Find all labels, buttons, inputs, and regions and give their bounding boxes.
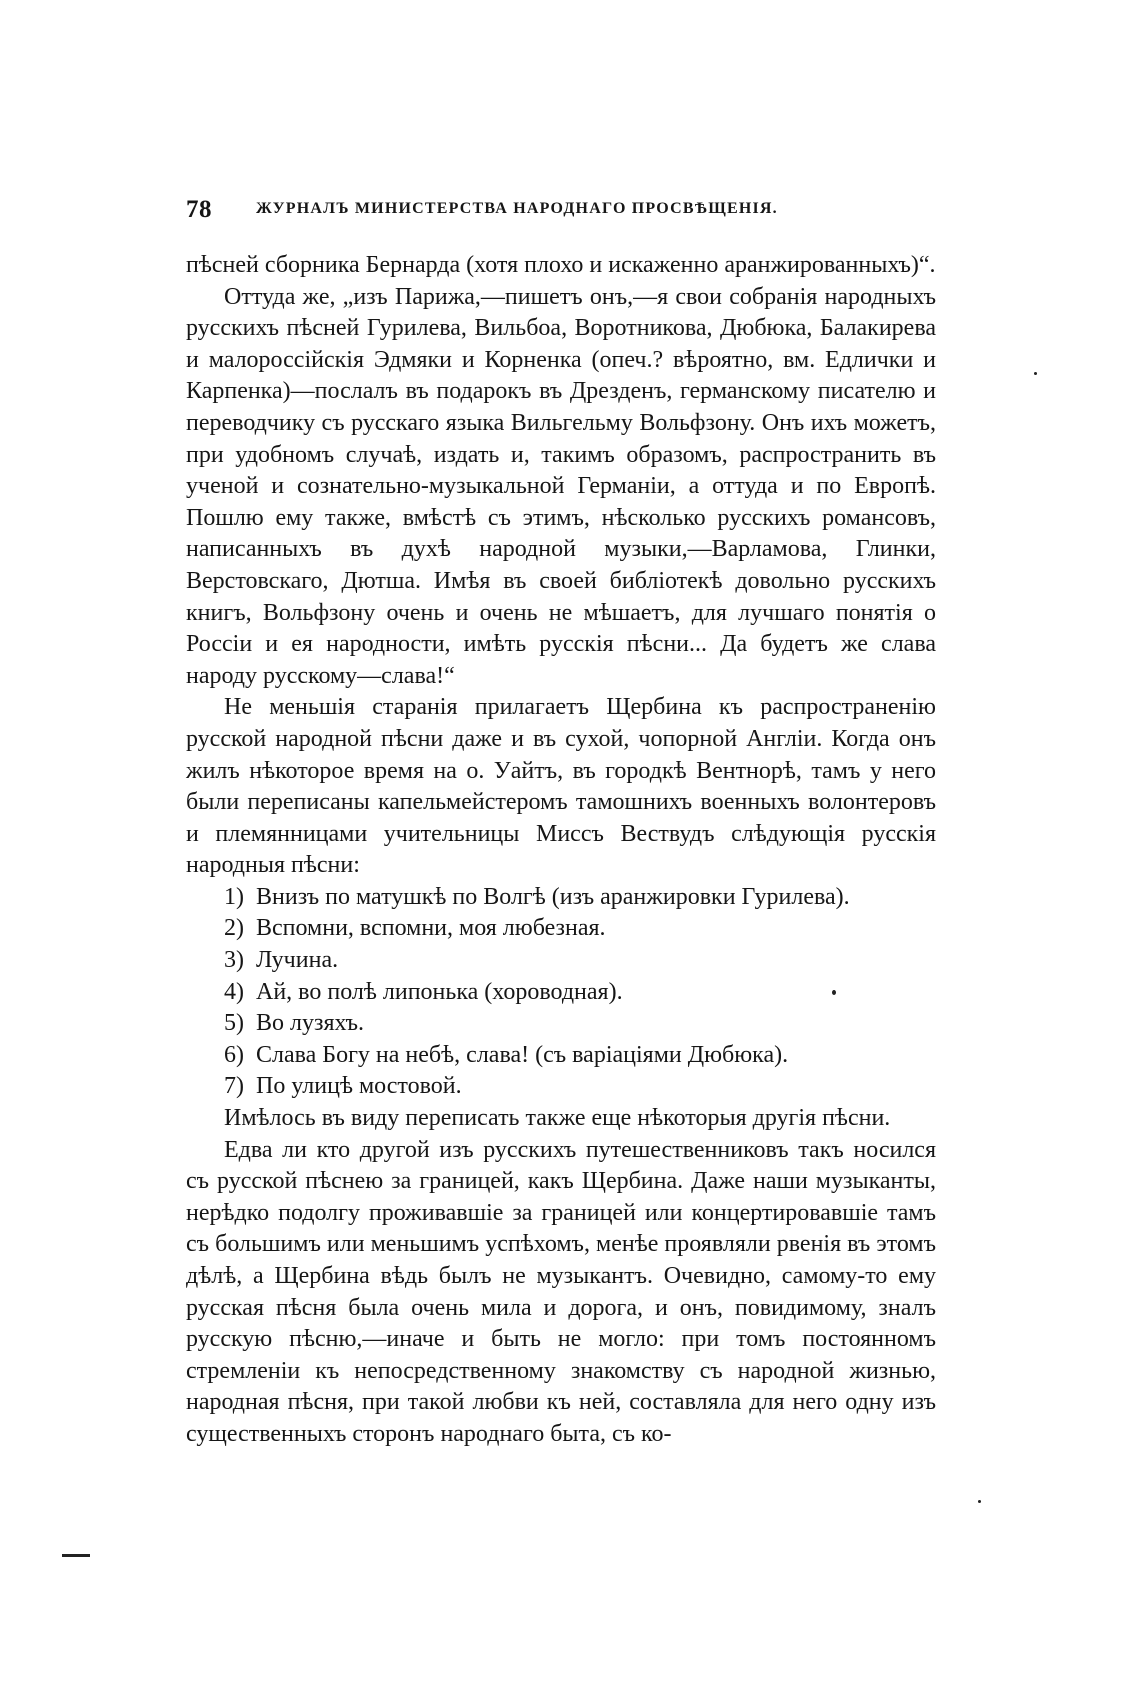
list-item-title: По улицѣ мостовой. — [256, 1073, 462, 1100]
list-item — [186, 913, 936, 945]
list-item — [186, 945, 936, 977]
list-item-number: 5) — [224, 1010, 244, 1037]
list-item — [186, 882, 936, 914]
list-item-title: Во лузяхъ. — [256, 1010, 364, 1037]
song-list — [186, 882, 936, 1103]
running-title: ЖУРНАЛЪ МИНИСТЕРСТВА НАРОДНАГО ПРОСВѢЩЕНІЯ. — [256, 200, 778, 217]
list-item-title: Вспомни, вспомни, моя любезная. — [256, 915, 606, 942]
list-item-title: Лучина. — [256, 947, 339, 974]
list-item-number: 6) — [224, 1041, 244, 1068]
list-item-number: 4) — [224, 978, 244, 1005]
list-item-number: 1) — [224, 883, 244, 910]
list-item-title: Внизъ по матушкѣ по Волгѣ (изъ аранжировки Гурилева). — [256, 883, 850, 910]
list-item — [186, 1071, 936, 1103]
list-item-title: Ай, во полѣ липонька (хороводная). — [256, 978, 623, 1005]
list-item-number: 3) — [224, 947, 244, 974]
list-item — [186, 977, 936, 1009]
body-text — [186, 250, 936, 1451]
list-item-number: 2) — [224, 915, 244, 942]
scan-speck — [1034, 372, 1037, 375]
paragraph-conclusion: Едва ли кто другой изъ русскихъ путешественниковъ такъ носился съ русской пѣснею за границей, какъ Щербина. Даже наши музыканты, нерѣдко подолгу проживавшіе за границей или концертировавшіе тамъ съ большимъ или меньшимъ успѣхомъ, менѣе проявляли рвенія въ этомъ дѣлѣ, а Щербина вѣдь былъ не музыкантъ. Очевидно, самому-то ему русская пѣсня была очень мила и дорога, и онъ, повидимому, зналъ русскую пѣсню,—иначе и быть не могло: при томъ постоянномъ стремленіи къ непосредственному знакомству съ народной жизнью, народная пѣсня, при такой любви къ ней, составляла для него одну изъ существенныхъ сторонъ народнаго быта, съ ко- — [186, 1136, 936, 1447]
scan-dash-mark — [62, 1554, 90, 1557]
list-item — [186, 1008, 936, 1040]
page-header — [186, 196, 938, 230]
paragraph-continuation: пѣсней сборника Бернарда (хотя плохо и искаженно аранжированныхъ)“. — [186, 252, 936, 278]
list-item-number: 7) — [224, 1073, 244, 1100]
list-item-title: Слава Богу на небѣ, слава! (съ варіаціями Дюбюка). — [256, 1041, 789, 1068]
page-number: 78 — [186, 196, 212, 223]
scan-speck — [832, 990, 836, 995]
paragraph-england: Не меньшія старанія прилагаетъ Щербина къ распространенію русской народной пѣсни даже и въ сухой, чопорной Англіи. Когда онъ жилъ нѣкоторое время на о. Уайтъ, въ городкѣ Вентнорѣ, тамъ у него были переписаны капельмейстеромъ тамошнихъ военныхъ волонтеровъ и племянницами учительницы Миссъ Вествудъ слѣдующія русскія народныя пѣсни: — [186, 694, 936, 879]
list-item — [186, 1040, 936, 1072]
scan-speck — [978, 1500, 981, 1503]
paragraph-more-songs: Имѣлось въ виду переписать также еще нѣкоторыя другія пѣсни. — [224, 1105, 891, 1132]
paragraph-paris-letter: Оттуда же, „изъ Парижа,—пишетъ онъ,—я свои собранія народныхъ русскихъ пѣсней Гурилева, Вильбоа, Воротникова, Дюбюка, Балакирева и малороссійскія Эдмяки и Корненка (опеч.? вѣроятно, вм. Едлички и Карпенка)—послалъ въ подарокъ въ Дрезденъ, германскому писателю и переводчику съ русскаго языка Вильгельму Вольфзону. Онъ ихъ можетъ, при удобномъ случаѣ, издать и, такимъ образомъ, распространить въ ученой и сознательно-музыкальной Германіи, а оттуда и по Европѣ. Пошлю ему также, вмѣстѣ съ этимъ, нѣсколько русскихъ романсовъ, написанныхъ въ духѣ народной музыки,—Варламова, Глинки, Верстовскаго, Дютша. Имѣя въ своей библіотекѣ довольно русскихъ книгъ, Вольфзону очень и очень не мѣшаетъ, для лучшаго понятія о Россіи и ея народности, имѣть русскія пѣсни... Да будетъ же слава народу русскому—слава!“ — [186, 283, 936, 689]
